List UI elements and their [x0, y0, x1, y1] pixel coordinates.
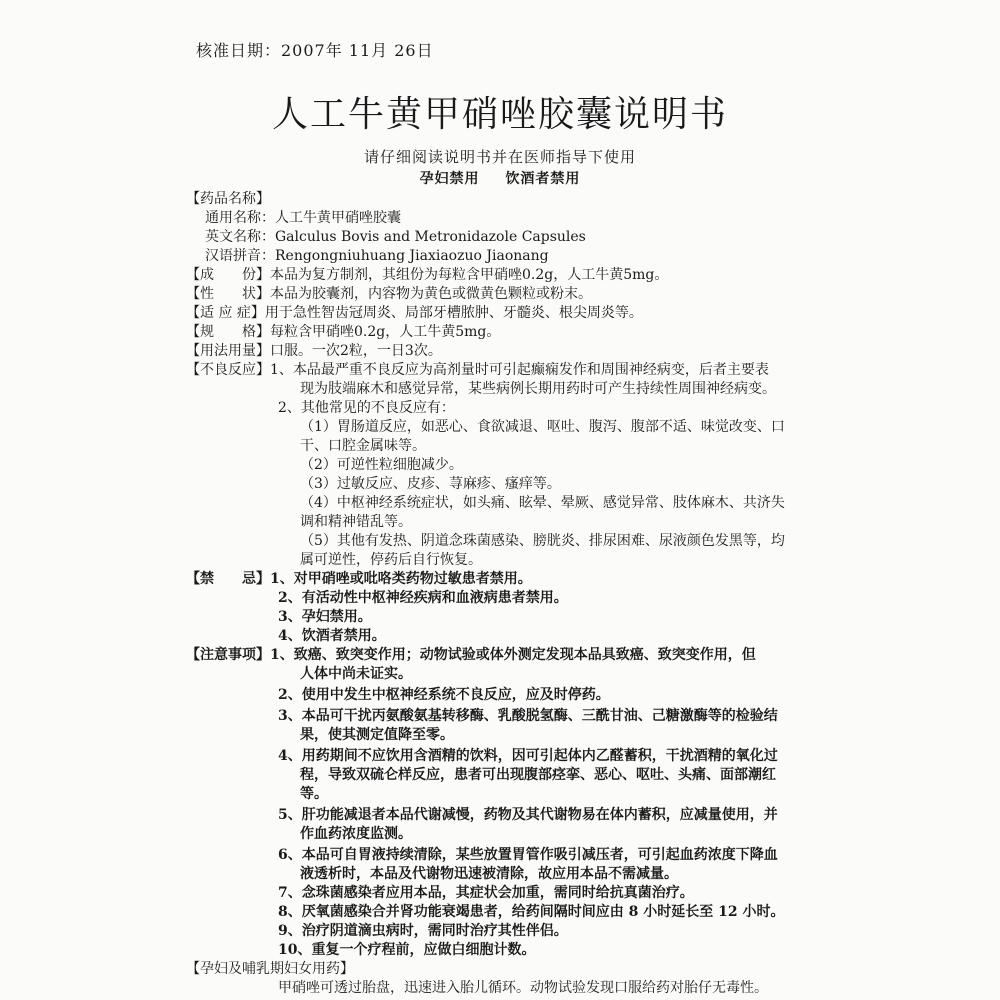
- contraindication-item: 1、对甲硝唑或吡咯类药物过敏患者禁用。: [270, 571, 532, 587]
- section-dosage: 【用法用量】口服。一次2粒，一日3次。: [186, 343, 442, 359]
- warning-alcohol: 饮酒者禁用: [505, 171, 581, 187]
- precaution-line: 人体中尚未证实。: [300, 666, 412, 682]
- section-contraindications: [186, 570, 532, 588]
- precaution-line: 果，使其测定值降至零。: [300, 727, 454, 743]
- adverse-sub-1-cont: 干、口腔金属味等。: [300, 438, 426, 454]
- adverse-header: 【不良反应】: [186, 362, 270, 378]
- pinyin-name: 汉语拼音：Rengongniuhuang Jiaxiaozuo Jiaonang: [205, 248, 549, 264]
- precaution-line: 作血药浓度监测。: [300, 826, 412, 842]
- precaution-line: 6、本品可自胃液持续清除，某些放置胃管作吸引减压者，可引起血药浓度下降血: [278, 847, 778, 863]
- precaution-line: 等。: [300, 786, 328, 802]
- contraindication-item: 2、有活动性中枢神经疾病和血液病患者禁用。: [278, 590, 568, 606]
- section-precautions: [186, 646, 756, 664]
- adverse-sub-3: （3）过敏反应、皮疹、荨麻疹、瘙痒等。: [300, 476, 561, 492]
- precaution-line: 1、致癌、致突变作用；动物试验或体外测定发现本品具致癌、致突变作用，但: [270, 647, 756, 663]
- precaution-line: 2、使用中发生中枢神经系统不良反应，应及时停药。: [278, 687, 610, 703]
- section-specification: 【规 格】每粒含甲硝唑0.2g，人工牛黄5mg。: [186, 324, 501, 340]
- section-adverse: [186, 361, 769, 379]
- pregnancy-text: 甲硝唑可透过胎盘，迅速进入胎儿循环。动物试验发现口服给药对胎仔无毒性。: [278, 980, 768, 996]
- adverse-item-1: 1、本品最严重不良反应为高剂量时可引起癫痫发作和周围神经病变，后者主要表: [270, 362, 769, 378]
- precaution-line: 程，导致双硫仑样反应，患者可出现腹部痉挛、恶心、呕吐、头痛、面部潮红: [300, 767, 776, 783]
- section-indications: 【适 应 症】用于急性智齿冠周炎、局部牙槽脓肿、牙髓炎、根尖周炎等。: [186, 305, 643, 321]
- warning-pregnant: 孕妇禁用: [419, 171, 480, 187]
- precaution-line: 液透析时，本品及代谢物迅速被清除，故应用本品不需减量。: [300, 866, 678, 882]
- adverse-sub-4: （4）中枢神经系统症状，如头痛、眩晕、晕厥、感觉异常、肢体麻木、共济失: [300, 495, 785, 511]
- warning-line: [0, 168, 1000, 188]
- generic-name: 通用名称：人工牛黄甲硝唑胶囊: [205, 210, 401, 226]
- section-composition: 【成 份】本品为复方制剂，其组份为每粒含甲硝唑0.2g，人工牛黄5mg。: [186, 267, 669, 283]
- contraindication-item: 4、饮酒者禁用。: [278, 628, 386, 644]
- adverse-sub-2: （2）可逆性粒细胞减少。: [300, 457, 463, 473]
- precaution-line: 8、厌氧菌感染合并肾功能衰竭患者，给药间隔时间应由 8 小时延长至 12 小时。: [278, 904, 785, 920]
- contraindications-header: 【禁 忌】: [186, 571, 270, 587]
- english-name: 英文名称：Galculus Bovis and Metronidazole Capsules: [205, 229, 586, 245]
- precaution-line: 10、重复一个疗程前，应做白细胞计数。: [278, 942, 536, 958]
- adverse-sub-1: （1）胃肠道反应，如恶心、食欲减退、呕吐、腹泻、腹部不适、味觉改变、口: [300, 419, 785, 435]
- precaution-line: 4、用药期间不应饮用含酒精的饮料，因可引起体内乙醛蓄积，干扰酒精的氧化过: [278, 748, 778, 764]
- adverse-item-2: 2、其他常见的不良反应有：: [278, 400, 455, 416]
- document-subtitle: 请仔细阅读说明书并在医师指导下使用: [363, 148, 636, 166]
- document-title: 人工牛黄甲硝唑胶囊说明书: [271, 94, 728, 135]
- adverse-sub-5: （5）其他有发热、阴道念珠菌感染、膀胱炎、排尿困难、尿液颜色发黑等，均: [300, 533, 785, 549]
- precaution-line: 3、本品可干扰丙氨酸氨基转移酶、乳酸脱氢酶、三酰甘油、己糖激酶等的检验结: [278, 708, 778, 724]
- approval-date: 核准日期：2007年 11月 26日: [196, 41, 434, 60]
- contraindication-item: 3、孕妇禁用。: [278, 609, 372, 625]
- section-properties: 【性 状】本品为胶囊剂，内容物为黄色或微黄色颗粒或粉末。: [186, 286, 592, 302]
- precaution-line: 9、治疗阴道滴虫病时，需同时治疗其性伴侣。: [278, 923, 568, 939]
- section-pregnancy: 【孕妇及哺乳期妇女用药】: [186, 961, 354, 977]
- precaution-line: 7、念珠菌感染者应用本品，其症状会加重，需同时给抗真菌治疗。: [278, 885, 694, 901]
- adverse-item-1-cont: 现为肢端麻木和感觉异常，某些病例长期用药时可产生持续性周围神经病变。: [300, 381, 776, 397]
- adverse-sub-5-cont: 属可逆性，停药后自行恢复。: [300, 552, 482, 568]
- section-drug-name: 【药品名称】: [186, 191, 270, 207]
- precaution-line: 5、肝功能减退者本品代谢减慢，药物及其代谢物易在体内蓄积，应减量使用，并: [278, 807, 778, 823]
- adverse-sub-4-cont: 调和精神错乱等。: [300, 514, 412, 530]
- precautions-header: 【注意事项】: [186, 647, 270, 663]
